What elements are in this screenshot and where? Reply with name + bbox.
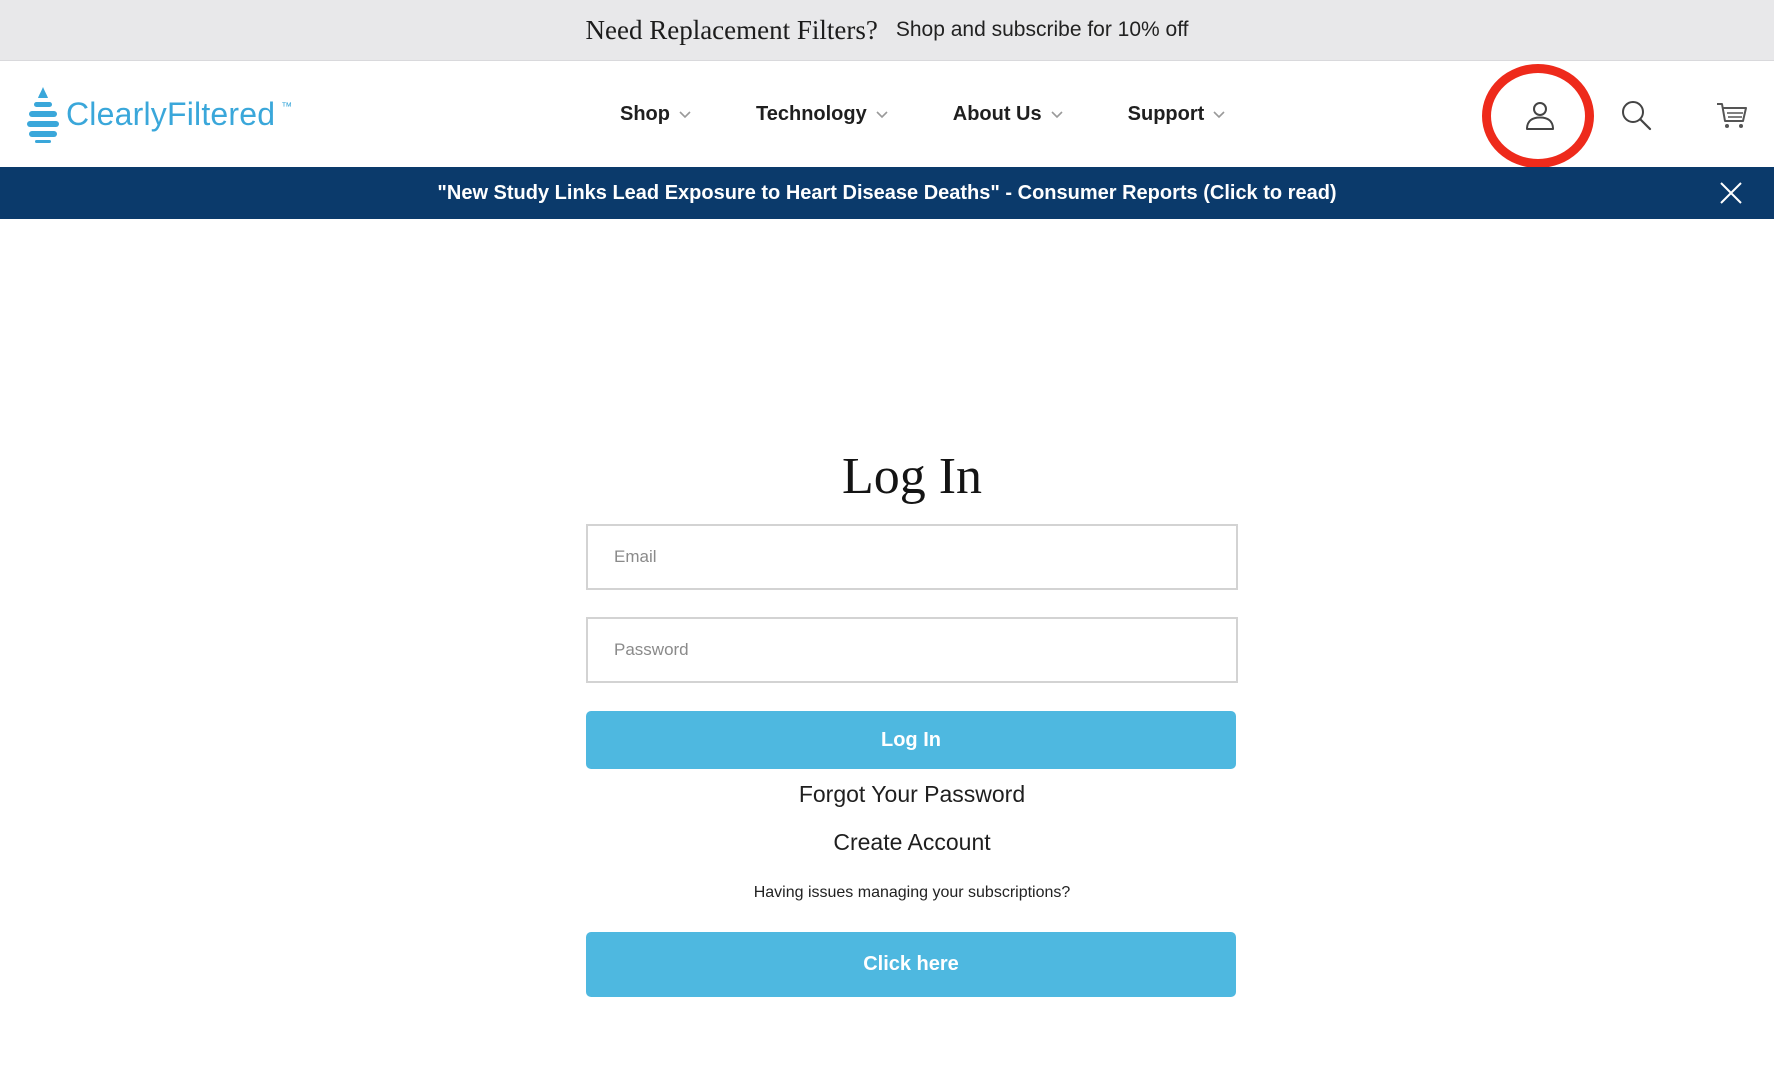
nav-item-support[interactable] — [1128, 103, 1227, 126]
nav-label: Support — [1127, 102, 1205, 125]
login-form — [586, 438, 1238, 997]
nav-item-about-us[interactable] — [953, 103, 1064, 126]
announcement-text[interactable]: "New Study Links Lead Exposure to Heart Disease Deaths" - Consumer Reports (Click to read) — [437, 181, 1337, 204]
password-field[interactable] — [586, 617, 1238, 683]
forgot-password-link[interactable]: Forgot Your Password — [798, 781, 1026, 807]
promo-title: Need Replacement Filters? — [585, 14, 878, 45]
logo[interactable] — [26, 85, 292, 143]
chevron-down-icon — [1050, 107, 1064, 121]
nav-item-shop[interactable] — [620, 103, 692, 126]
nav-item-technology[interactable] — [756, 103, 889, 126]
nav-label: Shop — [620, 102, 670, 125]
subscription-help-text: Having issues managing your subscriptions? — [753, 884, 1071, 901]
create-account-link[interactable]: Create Account — [833, 829, 991, 855]
logo-trademark: ™ — [281, 101, 293, 113]
page-title: Log In — [841, 448, 983, 505]
search-icon[interactable] — [1618, 97, 1654, 133]
close-icon[interactable] — [1718, 180, 1744, 206]
logo-text: ClearlyFiltered — [66, 95, 276, 132]
login-button[interactable]: Log In — [586, 711, 1236, 769]
nav-label: About Us — [952, 102, 1042, 125]
chevron-down-icon — [1212, 107, 1226, 121]
announcement-bar[interactable] — [0, 167, 1774, 219]
cart-icon[interactable] — [1714, 97, 1750, 133]
site-header — [0, 61, 1774, 167]
promo-subtitle[interactable]: Shop and subscribe for 10% off — [895, 18, 1189, 41]
nav-label: Technology — [756, 102, 867, 125]
chevron-down-icon — [678, 107, 692, 121]
email-field[interactable] — [586, 524, 1238, 590]
user-account-icon[interactable] — [1522, 97, 1558, 133]
click-here-button[interactable]: Click here — [586, 932, 1236, 997]
main-nav — [620, 61, 1290, 167]
main-content — [0, 220, 1774, 997]
water-drop-icon — [26, 85, 60, 143]
chevron-down-icon — [875, 107, 889, 121]
promo-bar[interactable] — [0, 0, 1774, 61]
